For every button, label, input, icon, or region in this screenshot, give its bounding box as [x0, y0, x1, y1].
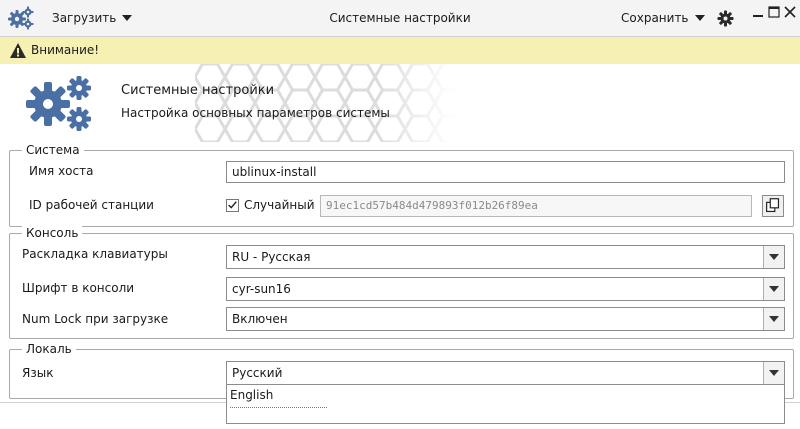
numlock-select[interactable]	[226, 307, 785, 331]
minimize-icon[interactable]	[752, 6, 764, 18]
warning-bar	[0, 37, 800, 65]
page-header	[0, 64, 800, 142]
load-menu-label: Загрузить	[52, 11, 117, 25]
warning-text: Внимание!	[31, 43, 100, 57]
numlock-value: Включен	[232, 312, 288, 326]
chevron-down-icon	[769, 370, 779, 376]
machine-id-label: ID рабочей станции	[29, 198, 154, 212]
dropdown-button[interactable]	[763, 278, 784, 300]
close-icon[interactable]	[784, 6, 796, 18]
copy-button[interactable]	[762, 195, 784, 217]
maximize-icon[interactable]	[768, 6, 780, 18]
language-dropdown-list	[226, 384, 785, 424]
gears-icon	[24, 72, 94, 134]
random-checkbox[interactable]	[226, 199, 239, 212]
title-bar	[0, 0, 800, 37]
keyboard-label: Раскладка клавиатуры	[22, 247, 168, 261]
load-menu-button[interactable]	[52, 9, 132, 27]
language-value: Русский	[232, 366, 283, 380]
dropdown-separator	[230, 407, 327, 408]
language-option-english[interactable]: English	[230, 388, 274, 402]
console-font-select[interactable]	[226, 277, 785, 301]
system-legend: Система	[22, 143, 84, 157]
random-label: Случайный	[244, 198, 315, 212]
save-menu-label: Сохранить	[621, 11, 689, 25]
chevron-down-icon	[769, 286, 779, 292]
window-title: Системные настройки	[329, 11, 471, 25]
keyboard-value: RU - Русская	[232, 250, 311, 264]
chevron-down-icon	[769, 316, 779, 322]
gear-icon[interactable]	[717, 10, 734, 27]
chevron-down-icon	[122, 15, 132, 21]
hexagon-pattern	[195, 64, 455, 142]
console-legend: Консоль	[22, 226, 82, 240]
header-title: Системные настройки	[121, 83, 275, 98]
header-subtitle: Настройка основных параметров системы	[121, 106, 390, 120]
language-select[interactable]	[226, 361, 785, 385]
console-font-label: Шрифт в консоли	[22, 281, 135, 295]
console-font-value: cyr-sun16	[232, 282, 291, 296]
dropdown-button[interactable]	[763, 308, 784, 330]
numlock-label: Num Lock при загрузке	[22, 312, 169, 326]
copy-icon	[763, 196, 783, 216]
machine-id-input[interactable]: 91ec1cd57b484d479893f012b26f89ea	[320, 195, 752, 217]
locale-legend: Локаль	[22, 342, 76, 356]
hostname-label: Имя хоста	[29, 164, 94, 178]
hostname-input[interactable]: ublinux-install	[226, 161, 785, 183]
dropdown-button[interactable]	[763, 246, 784, 268]
language-label: Язык	[22, 366, 54, 380]
gears-icon[interactable]	[8, 6, 34, 30]
save-menu-button[interactable]	[621, 9, 705, 27]
warning-icon	[9, 42, 27, 59]
keyboard-select[interactable]	[226, 245, 785, 269]
chevron-down-icon	[695, 15, 705, 21]
dropdown-button[interactable]	[763, 362, 784, 384]
checkmark-icon	[227, 200, 238, 211]
chevron-down-icon	[769, 254, 779, 260]
